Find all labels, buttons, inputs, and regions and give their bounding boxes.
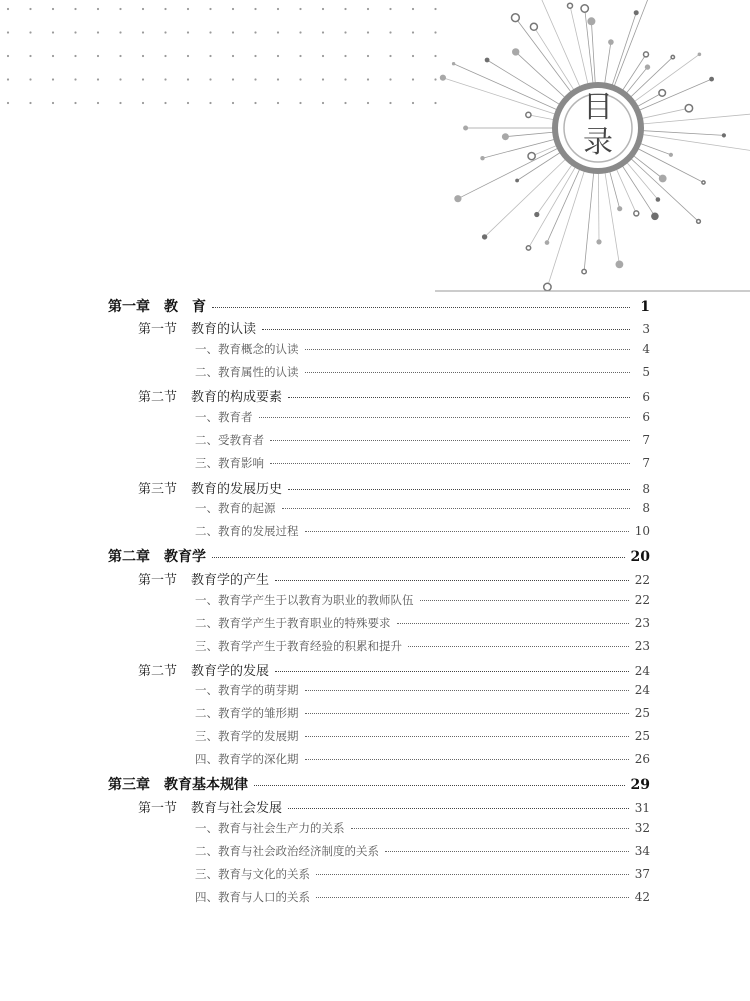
item-title: 一、教育者: [195, 410, 253, 424]
dot-leader: [212, 557, 625, 558]
chapter-number: 第一章: [108, 299, 150, 315]
section-number: 第三节: [138, 482, 178, 497]
toc-item-entry[interactable]: [195, 432, 650, 448]
dot-leader: [305, 531, 629, 532]
dot-leader: [212, 307, 630, 308]
page-number: 20: [630, 549, 650, 565]
page-number: 24: [634, 664, 650, 678]
toc-item-entry[interactable]: [195, 592, 650, 608]
toc-title-line1: 目: [583, 90, 613, 125]
item-title: 二、教育的发展过程: [195, 524, 299, 538]
item-title: 一、教育与社会生产力的关系: [195, 821, 345, 835]
chapter-title: 教育基本规律: [164, 777, 248, 793]
dot-leader: [305, 349, 631, 350]
toc-item-entry[interactable]: [195, 341, 650, 357]
dot-leader: [305, 372, 631, 373]
toc-item-entry[interactable]: [195, 364, 650, 380]
toc-item-entry[interactable]: [195, 615, 650, 631]
toc-item-entry[interactable]: [195, 500, 650, 516]
item-title: 二、教育学的雏形期: [195, 706, 299, 720]
item-title: 四、教育学的深化期: [195, 752, 299, 766]
page-number: 7: [642, 456, 650, 470]
chapter-title: 教育学: [164, 549, 206, 565]
dot-leader: [305, 736, 629, 737]
dot-leader: [305, 713, 629, 714]
dot-leader: [288, 489, 630, 490]
page-number: 29: [630, 777, 650, 793]
toc-item-entry[interactable]: [195, 751, 650, 767]
item-title: 三、教育学的发展期: [195, 729, 299, 743]
page-number: 7: [642, 433, 650, 447]
page-number: 8: [642, 482, 650, 496]
toc-section-entry[interactable]: [138, 797, 650, 816]
page-number: 25: [634, 706, 650, 720]
dot-leader: [288, 808, 629, 809]
page-number: 1: [640, 299, 650, 315]
section-number: 第一节: [138, 322, 178, 337]
dot-leader: [270, 463, 630, 464]
chapter-number: 第三章: [108, 777, 150, 793]
item-title: 二、教育学产生于教育职业的特殊要求: [195, 616, 391, 630]
dot-leader: [351, 828, 629, 829]
item-title: 二、受教育者: [195, 433, 264, 447]
section-title: 教育学的产生: [191, 573, 270, 588]
page-number: 6: [642, 390, 650, 404]
page-number: 32: [634, 821, 650, 835]
section-title: 教育的构成要素: [191, 390, 283, 405]
toc-item-entry[interactable]: [195, 523, 650, 539]
toc-section-entry[interactable]: [138, 386, 650, 405]
page-number: 34: [634, 844, 650, 858]
toc-chapter-entry[interactable]: [108, 774, 650, 794]
page-number: 26: [634, 752, 650, 766]
section-number: 第二节: [138, 390, 178, 405]
dot-leader: [282, 508, 631, 509]
page-number: 4: [642, 342, 650, 356]
toc-item-entry[interactable]: [195, 409, 650, 425]
section-number: 第二节: [138, 664, 178, 679]
dot-leader: [262, 329, 630, 330]
toc-section-entry[interactable]: [138, 478, 650, 497]
chapter-number: 第二章: [108, 549, 150, 565]
toc-item-entry[interactable]: [195, 866, 650, 882]
item-title: 一、教育学产生于以教育为职业的教师队伍: [195, 593, 414, 607]
item-title: 四、教育与人口的关系: [195, 890, 310, 904]
toc-item-entry[interactable]: [195, 682, 650, 698]
page-number: 42: [634, 890, 650, 904]
section-title: 教育与社会发展: [191, 801, 283, 816]
item-title: 三、教育影响: [195, 456, 264, 470]
section-title: 教育学的发展: [191, 664, 270, 679]
page-number: 23: [634, 639, 650, 653]
item-title: 一、教育学的萌芽期: [195, 683, 299, 697]
item-title: 一、教育的起源: [195, 501, 276, 515]
dot-leader: [275, 580, 629, 581]
toc-item-entry[interactable]: [195, 638, 650, 654]
chapter-title: 教 育: [164, 299, 206, 315]
toc-item-entry[interactable]: [195, 455, 650, 471]
dot-leader: [259, 417, 631, 418]
dot-leader: [305, 690, 629, 691]
dot-leader: [397, 623, 629, 624]
page-number: 5: [642, 365, 650, 379]
dot-leader: [316, 874, 629, 875]
page-number: 8: [642, 501, 650, 515]
dot-leader: [275, 671, 629, 672]
toc-section-entry[interactable]: [138, 569, 650, 588]
toc-item-entry[interactable]: [195, 705, 650, 721]
item-title: 二、教育属性的认读: [195, 365, 299, 379]
page-number: 24: [634, 683, 650, 697]
page-number: 23: [634, 616, 650, 630]
dot-leader: [316, 897, 629, 898]
item-title: 一、教育概念的认读: [195, 342, 299, 356]
item-title: 三、教育与文化的关系: [195, 867, 310, 881]
toc-item-entry[interactable]: [195, 820, 650, 836]
section-title: 教育的发展历史: [191, 482, 283, 497]
dot-leader: [254, 785, 625, 786]
item-title: 三、教育学产生于教育经验的积累和提升: [195, 639, 402, 653]
section-number: 第一节: [138, 801, 178, 816]
dot-leader: [270, 440, 630, 441]
toc-item-entry[interactable]: [195, 843, 650, 859]
page-number: 10: [634, 524, 650, 538]
toc-item-entry[interactable]: [195, 889, 650, 905]
section-title: 教育的认读: [191, 322, 257, 337]
toc-title-line2: 录: [583, 125, 613, 160]
toc-chapter-entry[interactable]: [108, 546, 650, 566]
toc-section-entry[interactable]: [138, 660, 650, 679]
item-title: 二、教育与社会政治经济制度的关系: [195, 844, 379, 858]
page-number: 22: [634, 573, 650, 587]
toc-chapter-entry[interactable]: [108, 296, 650, 316]
dot-leader: [420, 600, 629, 601]
toc-section-entry[interactable]: [138, 318, 650, 337]
dot-leader: [288, 397, 630, 398]
page-number: 25: [634, 729, 650, 743]
page-number: 3: [642, 322, 650, 336]
page-number: 31: [634, 801, 650, 815]
page-number: 6: [642, 410, 650, 424]
page-number: 37: [634, 867, 650, 881]
toc-item-entry[interactable]: [195, 728, 650, 744]
dot-leader: [385, 851, 629, 852]
dot-leader: [305, 759, 629, 760]
dot-leader: [408, 646, 629, 647]
page-number: 22: [634, 593, 650, 607]
section-number: 第一节: [138, 573, 178, 588]
